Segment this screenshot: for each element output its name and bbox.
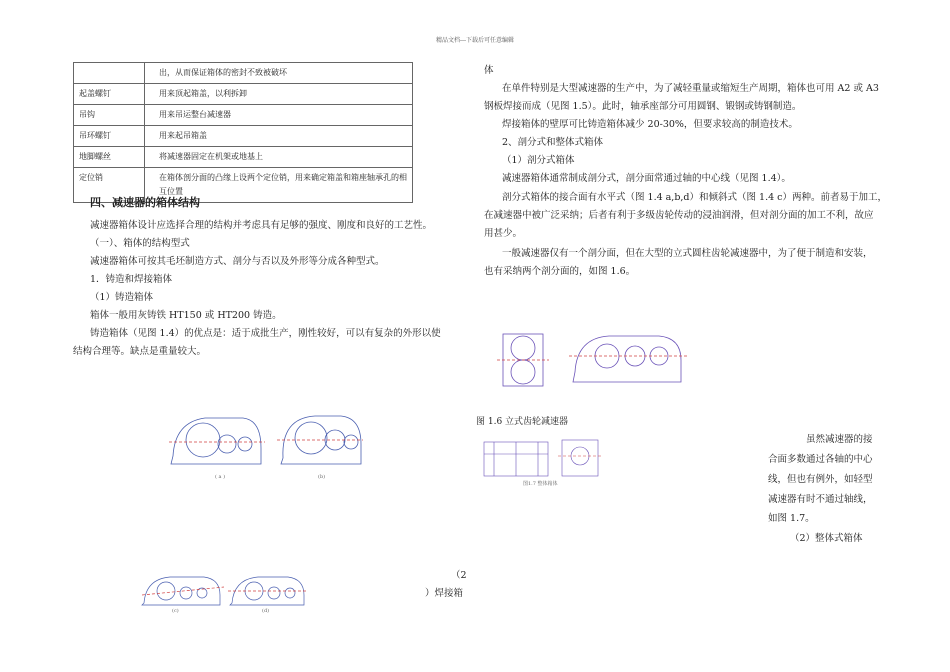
table-row: [74, 147, 413, 168]
figure-1-4-ab: [165, 408, 365, 484]
paragraph: 结构合理等。缺点是重量较大。: [73, 346, 207, 357]
figure-1-4-cd: [140, 573, 310, 611]
paragraph: 在单件特别是大型减速器的生产中，为了减轻重量或缩短生产周期，箱体也可用 A2 或 A3: [502, 83, 879, 94]
paragraph: （2: [451, 570, 467, 581]
table-cell-desc: 用来吊运整台减速器: [145, 105, 413, 126]
table-row: [74, 126, 413, 147]
table-cell-name: 地脚螺丝: [74, 147, 145, 168]
parts-table: [73, 62, 413, 203]
paragraph: 合面多数通过各轴的中心: [768, 454, 873, 465]
paragraph: 减速器箱体设计应选择合理的结构并考虑具有足够的强度、刚度和良好的工艺性。: [90, 220, 433, 231]
table-cell-desc: 用来顶起箱盖，以利拆卸: [145, 84, 413, 105]
figure-caption: 图 1.6 立式齿轮减速器: [476, 417, 569, 427]
paragraph: 2、剖分式和整体式箱体: [502, 137, 604, 148]
paragraph: 在减速器中被广泛采纳；后者有利于多级齿轮传动的浸油润滑，但对剖分面的加工不利，故应: [484, 210, 874, 221]
paragraph: （1）剖分式箱体: [502, 155, 575, 166]
paragraph: 减速器有时不通过轴线，: [768, 494, 873, 505]
figure-caption: 图1.7 整体箱体: [523, 481, 558, 487]
table-cell-name: 吊钩: [74, 105, 145, 126]
paragraph: 如图 1.7。: [768, 513, 815, 524]
paragraph: （2）整体式箱体: [790, 533, 863, 544]
paragraph: 减速器箱体通常制成剖分式，剖分面常通过轴的中心线（见图 1.4）。: [502, 173, 791, 184]
section-heading: 四、减速器的箱体结构: [90, 196, 200, 209]
table-cell-desc: 用来起吊箱盖: [145, 126, 413, 147]
paragraph: ）焊接箱: [425, 588, 464, 599]
figure-1-6: [495, 330, 695, 392]
paragraph: 焊接箱体的壁厚可比铸造箱体减少 20-30%，但要求较高的制造技术。: [502, 119, 798, 130]
paragraph: （一）、箱体的结构型式: [90, 238, 190, 249]
figure-caption: (d): [262, 608, 270, 614]
table-cell-desc: 将减速器固定在机架或地基上: [145, 147, 413, 168]
paragraph: 减速器箱体可按其毛坯制造方式、剖分与否以及外形等分成各种型式。: [90, 256, 385, 267]
paragraph: 线，但也有例外，如轻型: [768, 474, 873, 485]
paragraph: 也有采纳两个剖分面的，如图 1.6。: [484, 266, 636, 277]
table-cell-name: 吊环螺钉: [74, 126, 145, 147]
table-cell-name: 定位销: [74, 168, 145, 203]
paragraph: 用甚少。: [484, 228, 523, 239]
paragraph: 钢板焊接而成（见图 1.5）。此时，轴承座部分可用圆钢、锻钢或铸钢制造。: [484, 101, 802, 112]
paragraph: （1）铸造箱体: [90, 292, 154, 303]
figure-caption: (b): [318, 474, 326, 480]
paragraph: 体: [484, 65, 494, 76]
figure-caption: ( a ): [215, 474, 226, 480]
table-cell-desc: 在箱体剖分面的凸缘上设两个定位销，用来确定箱盖和箱座轴承孔的相互位置: [145, 168, 413, 203]
paragraph: 一般减速器仅有一个剖分面，但在大型的立式圆柱齿轮减速器中，为了便于制造和安装，: [502, 248, 873, 259]
paragraph: 1．铸造和焊接箱体: [90, 274, 173, 285]
table-cell-desc: 出，从而保证箱体的密封不致被破坏: [145, 63, 413, 84]
paragraph: 铸造箱体（见图 1.4）的优点是：适于成批生产，刚性较好，可以有复杂的外形以使: [90, 328, 441, 339]
figure-1-7: [480, 434, 605, 482]
table-row: [74, 105, 413, 126]
figure-caption: (c): [172, 608, 179, 614]
paragraph: 箱体一般用灰铸铁 HT150 或 HT200 铸造。: [90, 310, 282, 321]
table-cell-name: 起盖螺钉: [74, 84, 145, 105]
page-header: 精品文档---下载后可任意编辑: [435, 37, 515, 44]
table-row: [74, 63, 413, 84]
paragraph: 剖分式箱体的接合面有水平式（图 1.4 a,b,d）和倾斜式（图 1.4 c）两种。前者易于加工，: [502, 192, 887, 203]
table-row: [74, 84, 413, 105]
table-cell-name: [74, 63, 145, 84]
paragraph: 虽然减速器的接: [806, 434, 873, 445]
